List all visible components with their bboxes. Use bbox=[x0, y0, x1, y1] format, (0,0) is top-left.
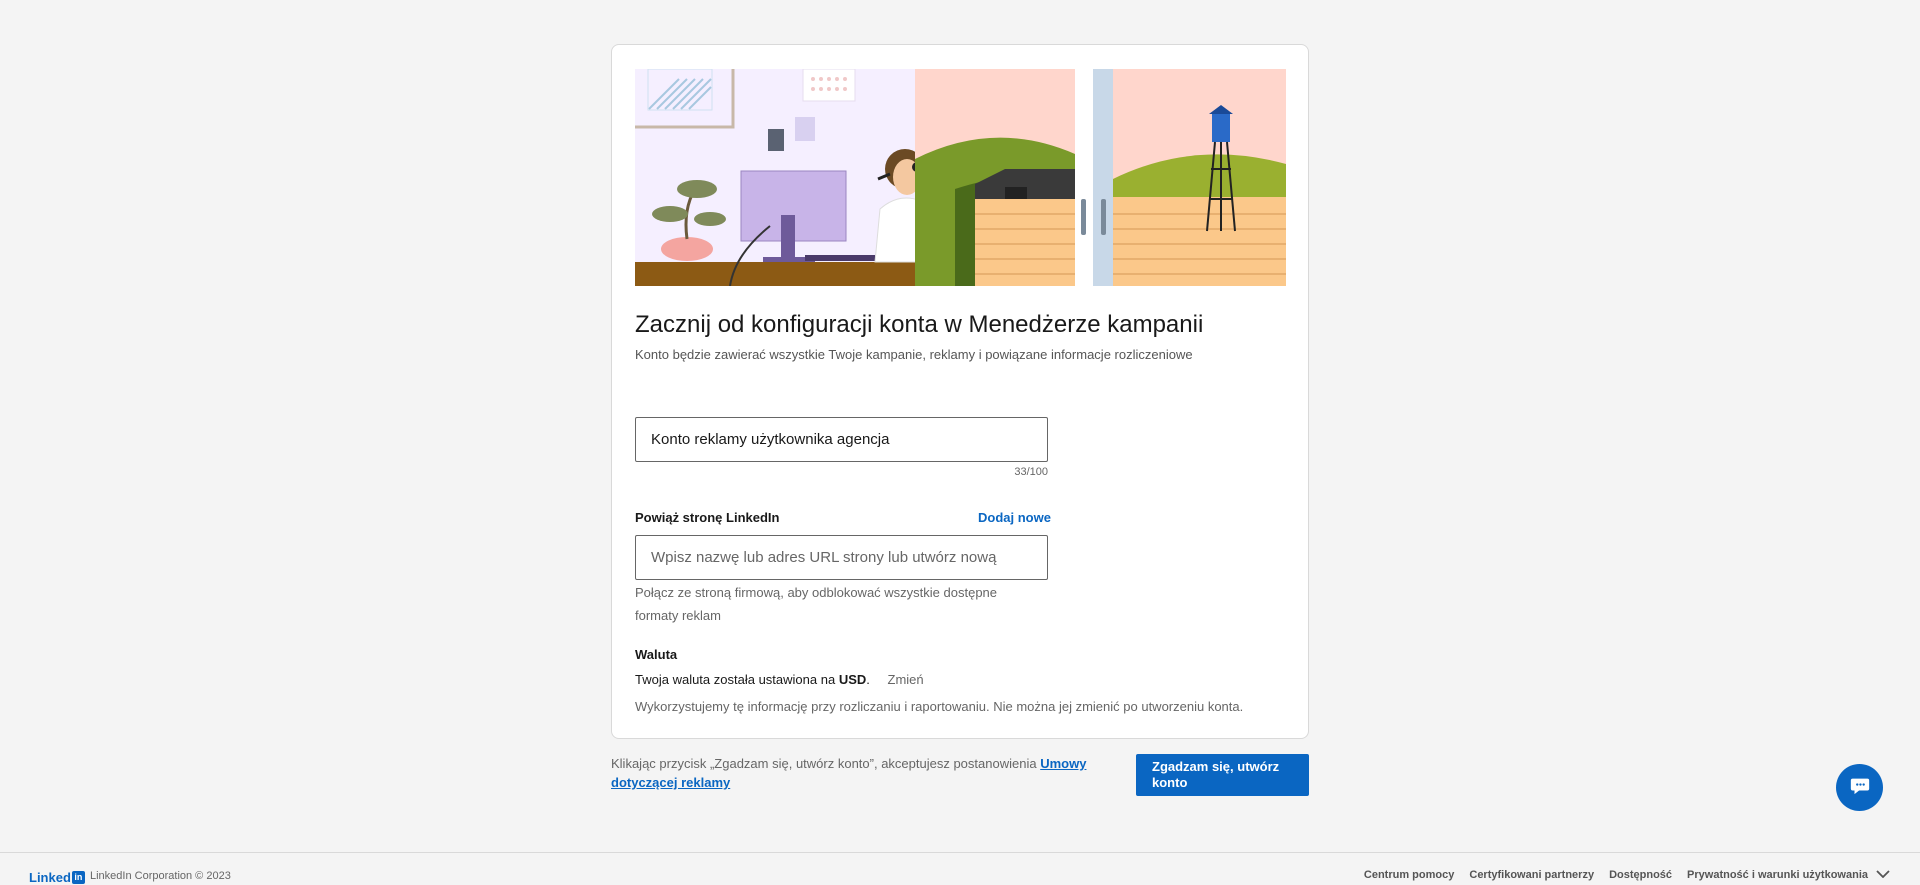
account-setup-card bbox=[611, 44, 1309, 739]
account-name-input[interactable] bbox=[635, 417, 1048, 462]
currency-code: USD bbox=[838, 672, 867, 687]
chat-button[interactable] bbox=[1836, 764, 1883, 811]
change-currency-button[interactable]: Zmień bbox=[887, 672, 924, 687]
linkedin-logo[interactable] bbox=[29, 870, 85, 885]
footer-link-accessibility[interactable]: Dostępność bbox=[1609, 869, 1673, 881]
page-title: Zacznij od konfiguracji konta w Menedżerze kampanii bbox=[635, 311, 1204, 338]
footer-link-privacy[interactable]: Prywatność i warunki użytkowania bbox=[1687, 869, 1868, 881]
add-new-page-link[interactable]: Dodaj nowe bbox=[978, 510, 1051, 525]
ad-agreement-link[interactable]: Umowy dotyczącej reklamy bbox=[611, 756, 1087, 790]
linkedin-page-helper: Połącz ze stroną firmową, aby odblokować wszystkie dostępne formaty reklam bbox=[635, 585, 998, 623]
page-subtitle: Konto będzie zawierać wszystkie Twoje kampanie, reklamy i powiązane informacje rozliczeniowe bbox=[635, 347, 1193, 362]
terms-text: Klikając przycisk „Zgadzam się, utwórz konto”, akceptujesz postanowienia bbox=[611, 756, 1037, 771]
agree-create-account-button[interactable]: Zgadzam się, utwórz konto bbox=[1136, 754, 1309, 796]
copyright: LinkedIn Corporation © 2023 bbox=[90, 870, 231, 882]
character-counter: 33/100 bbox=[1014, 466, 1048, 478]
logo-text: Linked bbox=[29, 870, 71, 885]
footer-link-partners[interactable]: Certyfikowani partnerzy bbox=[1469, 869, 1595, 881]
currency-period: . bbox=[866, 672, 870, 687]
footer-link-help[interactable]: Centrum pomocy bbox=[1363, 869, 1455, 881]
linkedin-page-input[interactable] bbox=[635, 535, 1048, 580]
footer-links bbox=[1349, 869, 1890, 881]
currency-label: Waluta bbox=[635, 647, 678, 662]
currency-set-text: Twoja waluta została ustawiona na bbox=[635, 672, 836, 687]
chevron-down-icon[interactable] bbox=[1876, 869, 1890, 881]
currency-info: Wykorzystujemy tę informację przy rozliczaniu i raportowaniu. Nie można jej zmienić po utworzeniu konta. bbox=[635, 699, 1244, 714]
terms-notice bbox=[611, 754, 1111, 792]
logo-in-icon: in bbox=[72, 871, 85, 884]
linkedin-page-label: Powiąż stronę LinkedIn bbox=[635, 510, 780, 525]
footer bbox=[0, 852, 1920, 885]
currency-status bbox=[635, 672, 924, 687]
chat-bubble-icon bbox=[1849, 774, 1871, 801]
hero-illustration bbox=[635, 69, 1286, 286]
